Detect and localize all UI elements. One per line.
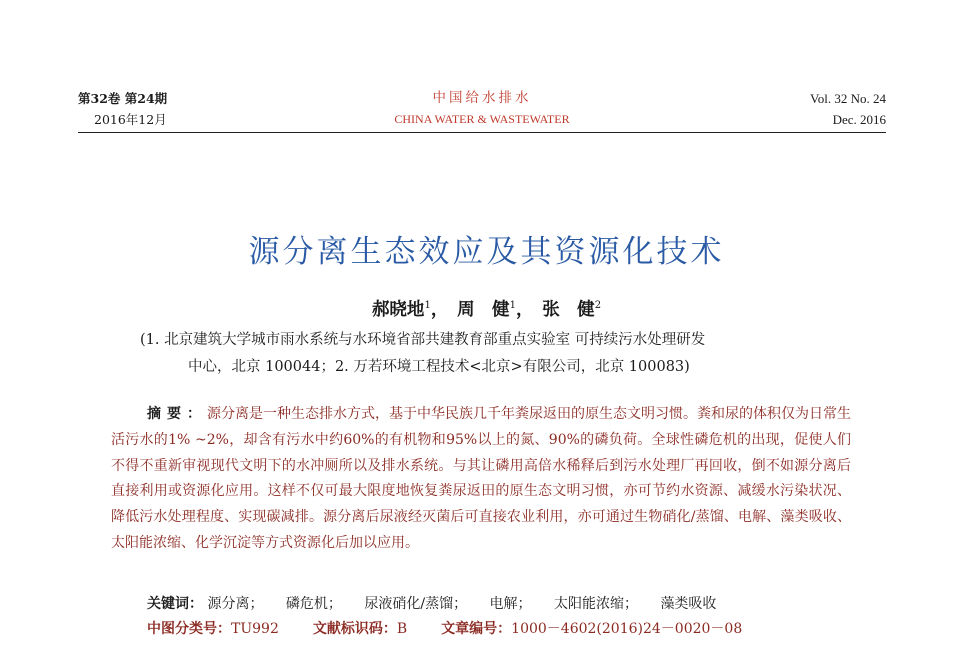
keyword: 源分离； — [207, 596, 264, 612]
article-title: 源分离生态效应及其资源化技术 — [248, 234, 725, 270]
journal-name — [78, 88, 886, 130]
author-affil-mark: 1 — [424, 300, 431, 311]
journal-name-en: CHINA WATER & WASTEWATER — [394, 112, 570, 126]
abstract-text: 源分离是一种生态排水方式，基于中华民族几千年粪尿返田的原生态文明习惯。粪和尿的体积仅为日常生活污水的1% ~2%，却含有污水中约60%的有机物和95%以上的氮、90%的磷负荷。全球性磷危机的出现，促使人们不得不重新审视现代文明下的水冲厕所以及排水系统。与其让磷用高倍水稀释后到污水处理厂再回收，倒不如源分离后直接利用或资源化应用。这样不仅可最大限度地恢复粪尿返田的原生态文明习惯，亦可节约水资源、减缓水污染状况、降低污水处理程度、实现碳减排。源分离后尿液经灭菌后可直接农业利用，亦可通过生物硝化/蒸馏、电解、藻类吸收、太阳能浓缩、化学沉淀等方式资源化后加以应用。 — [111, 406, 851, 551]
abstract-label: 摘要： — [147, 406, 207, 422]
clc-value: TU992 — [231, 621, 279, 637]
affiliation-line: 中心，北京 100044；2. 万若环境工程技术<北京>有限公司，北京 100083) — [188, 359, 690, 375]
author-name: 郝晓地 — [371, 299, 425, 320]
affiliation-line: (1. 北京建筑大学城市雨水系统与水环境省部共建教育部重点实验室 可持续污水处理研发 — [140, 332, 706, 348]
journal-header — [78, 88, 886, 130]
keyword: 尿液硝化/蒸馏； — [364, 596, 468, 612]
keyword: 磷危机； — [285, 596, 342, 612]
author-list — [0, 294, 973, 322]
doc-code-value: B — [396, 621, 408, 637]
keyword: 太阳能浓缩； — [553, 596, 638, 612]
date-en: Dec. 2016 — [832, 112, 886, 127]
author-name: 周 健 — [457, 299, 510, 320]
keywords-label: 关键词： — [147, 596, 203, 612]
header-right — [810, 88, 886, 130]
author-name: 张 健 — [542, 299, 595, 320]
affiliations — [140, 327, 840, 381]
date-cn: 2016年12月 — [94, 112, 167, 127]
header-divider — [78, 132, 886, 133]
author: 周 健$^1$， — [457, 299, 543, 320]
abstract — [111, 402, 851, 557]
journal-name-cn: 中国给水排水 — [432, 90, 532, 106]
author: 郝晓地$^1$， — [371, 299, 458, 320]
keyword: 电解； — [489, 596, 532, 612]
article-number-value: 1000－4602(2016)24－0020－08 — [511, 621, 743, 637]
clc-label: 中图分类号： — [147, 621, 231, 637]
classification-line — [147, 618, 742, 640]
volume-issue-cn: 第32卷 第24期 — [78, 91, 168, 106]
keywords — [147, 593, 734, 615]
keyword: 藻类吸收 — [660, 596, 717, 612]
article-number-label: 文章编号： — [441, 621, 512, 637]
doc-code-label: 文献标识码： — [312, 621, 397, 637]
author — [542, 300, 601, 320]
volume-issue-en: Vol. 32 No. 24 — [810, 91, 886, 106]
author-affil-mark: 1 — [509, 300, 516, 311]
author-affil-mark: 2 — [594, 300, 602, 311]
